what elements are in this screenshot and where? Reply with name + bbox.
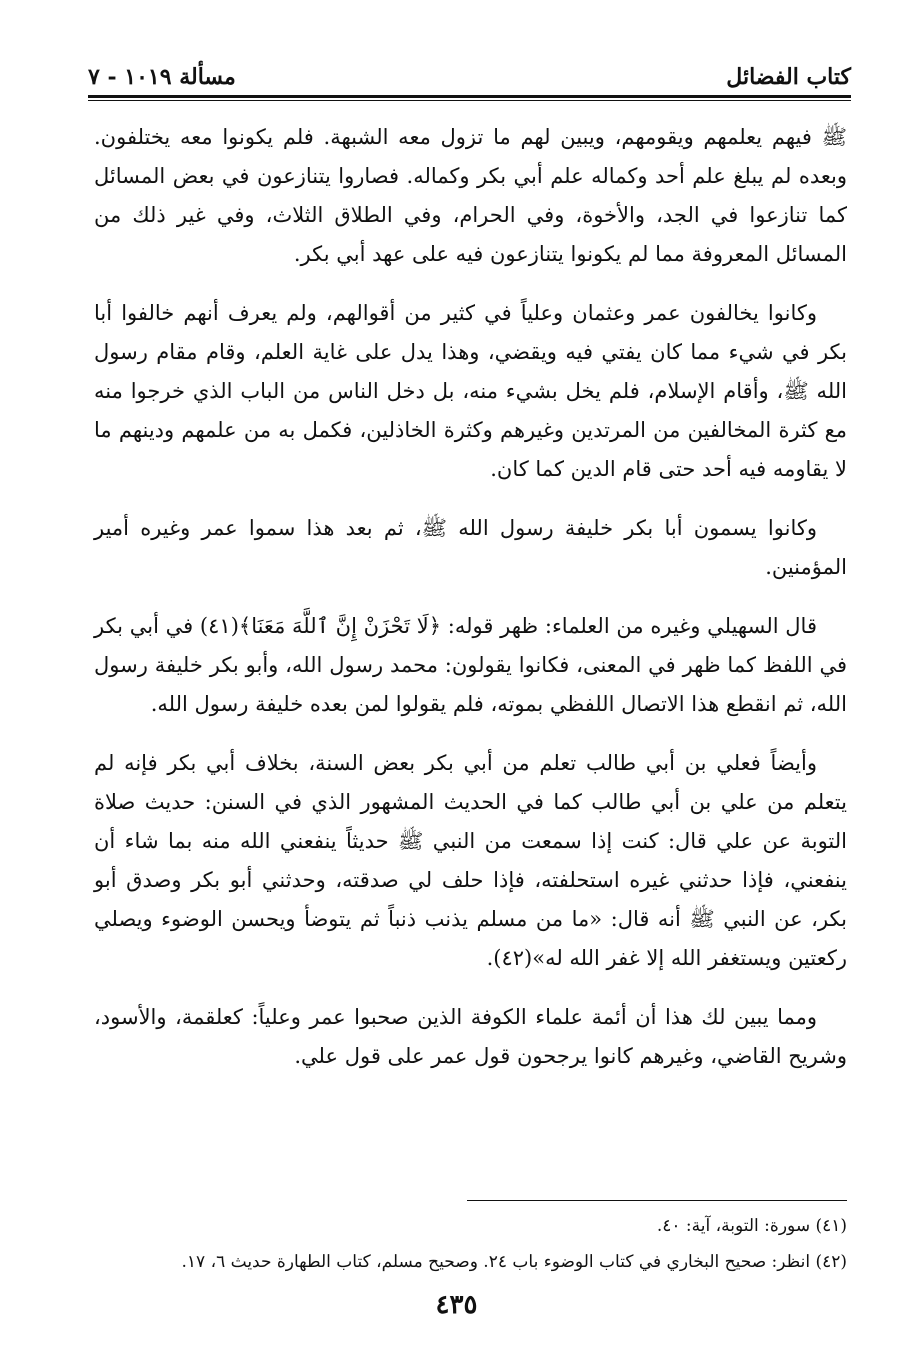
footnotes xyxy=(94,1208,847,1280)
paragraph: ومما يبين لك هذا أن أئمة علماء الكوفة الذين صحبوا عمر وعلياً: كعلقمة، والأسود، وشريح القاضي، وغيرهم كانوا يرجحون قول عمر على قول علي. xyxy=(94,1005,847,1068)
paragraph: وأيضاً فعلي بن أبي طالب تعلم من أبي بكر بعض السنة، بخلاف أبي بكر فإنه لم يتعلم من علي بن أبي طالب كما في الحديث المشهور الذي في السنن: حديث صلاة التوبة عن علي قال: كنت إذا سمعت من النبي ﷺ حديثاً ينفعني الله منه بما شاء أن ينفعني، فإذا حدثني غيره استحلفته، فإذا حلف لي صدقته، وحدثني أبو بكر وصدق أبو بكر، عن النبي ﷺ أنه قال: «ما من مسلم يذنب ذنباً ثم يتوضأ ويحسن الوضوء ويصلي ركعتين ويستغفر الله إلا غفر الله له»(٤٢). xyxy=(94,751,847,970)
footnote: (٤٢) انظر: صحيح البخاري في كتاب الوضوء باب ٢٤. وصحيح مسلم، كتاب الطهارة حديث ٦، ١٧. xyxy=(181,1252,847,1272)
header-book-title: كتاب الفضائل xyxy=(726,64,851,90)
footnote-separator xyxy=(467,1200,847,1201)
header-rule xyxy=(88,95,851,98)
page-number: ٤٣٥ xyxy=(435,1290,478,1320)
paragraph: وكانوا يسمون أبا بكر خليفة رسول الله ﷺ، ثم بعد هذا سموا عمر وغيره أمير المؤمنين. xyxy=(94,516,847,579)
header-issue-number: مسألة ١٠١٩ - ٧ xyxy=(88,64,236,90)
header-rule-thin xyxy=(88,100,851,101)
paragraph: وكانوا يخالفون عمر وعثمان وعلياً في كثير من أقوالهم، ولم يعرف أنهم خالفوا أبا بكر في شيء مما كان يفتي فيه ويقضي، وهذا يدل على غاية العلم، وقام مقام رسول الله ﷺ، وأقام الإسلام، فلم يخل بشيء منه، بل دخل الناس من الباب الذي خرجوا منه مع كثرة المخالفين من المرتدين وغيرهم وكثرة الخاذلين، فكمل به من علمهم ودينهم ما لا يقاومه فيه أحد حتى قام الدين كما كان. xyxy=(94,301,847,481)
running-header xyxy=(88,50,851,90)
footnote: (٤١) سورة: التوبة، آية: ٤٠. xyxy=(656,1216,847,1236)
main-text xyxy=(94,118,847,1096)
paragraph: ﷺ فيهم يعلمهم ويقومهم، ويبين لهم ما تزول معه الشبهة. فلم يكونوا معه يختلفون. وبعده لم يبلغ علم أحد وكماله علم أبي بكر وكماله. فصاروا يتنازعون في بعض المسائل كما تنازعوا في الجد، والأخوة، وفي الحرام، وفي الطلاق الثلاث، وفي غير ذلك من المسائل المعروفة مما لم يكونوا يتنازعون فيه على عهد أبي بكر. xyxy=(94,125,847,266)
paragraph: قال السهيلي وغيره من العلماء: ظهر قوله: ﴿لَا تَحْزَنْ إِنَّ ٱللَّهَ مَعَنَا﴾(٤١) في أبي بكر في اللفظ كما ظهر في المعنى، فكانوا يقولون: محمد رسول الله، وأبو بكر خليفة رسول الله، ثم انقطع هذا الاتصال اللفظي بموته، فلم يقولوا لمن بعده خليفة رسول الله. xyxy=(94,614,847,716)
